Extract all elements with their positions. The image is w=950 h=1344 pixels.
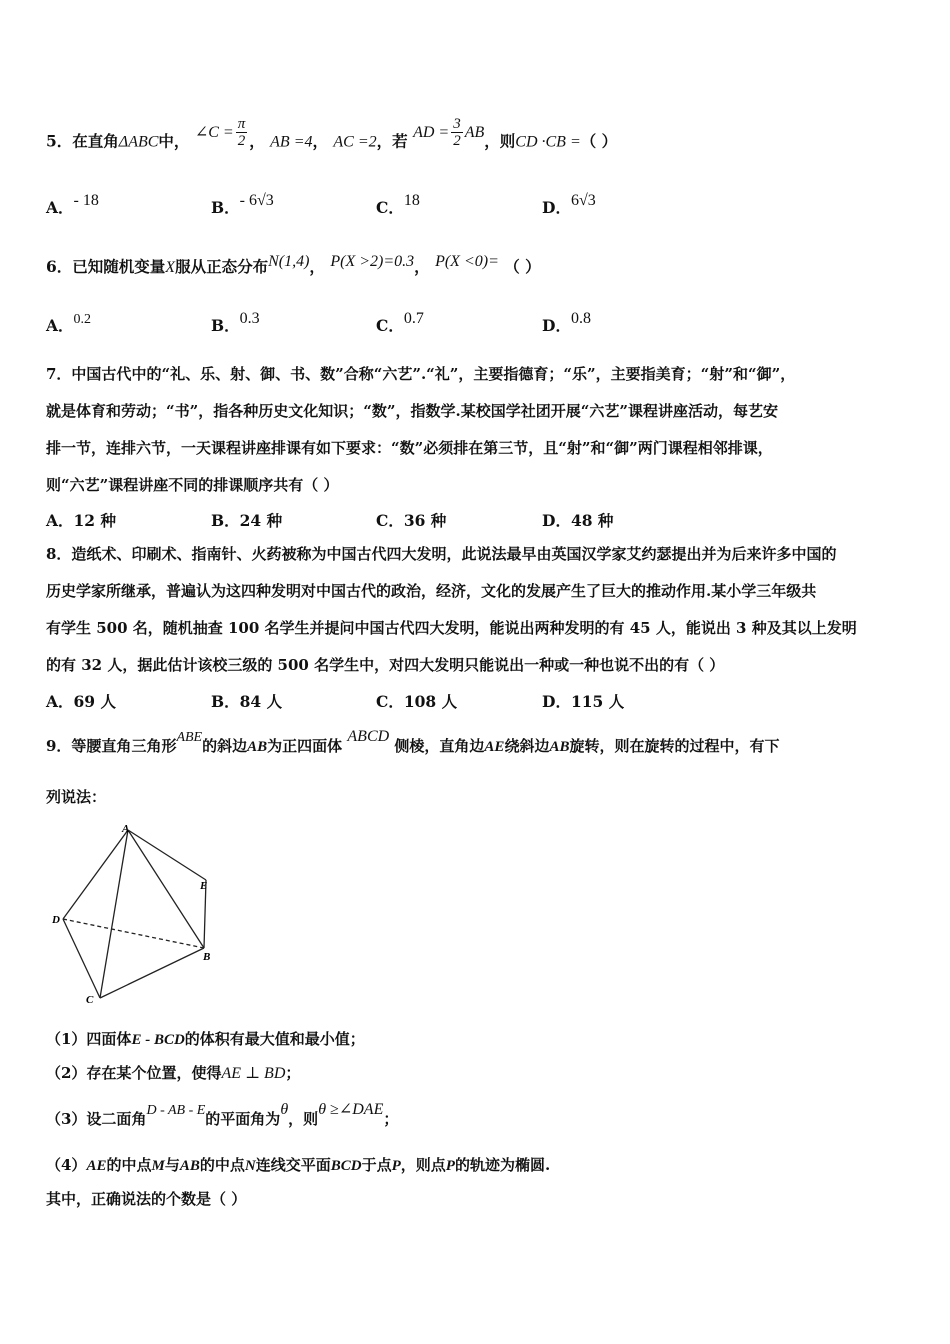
label-a: A bbox=[122, 823, 130, 835]
q8-option-a[interactable]: A．69 人 bbox=[46, 692, 116, 711]
q7-option-d[interactable]: D．48 种 bbox=[542, 511, 614, 530]
q6-option-b[interactable]: B．0.3 bbox=[211, 310, 260, 335]
q8-line-3: 有学生 500 名，随机抽查 100 名学生并提问中国古代四大发明，能说出两种发明的有 45 人，能说出 3 种及其以上发明 bbox=[46, 619, 857, 637]
question-9-stem: 9．等腰直角三角形ABE的斜边AB为正四面体 ABCD 侧棱，直角边AE绕斜边AB旋转，则在旋转的过程中，有下 bbox=[46, 728, 780, 755]
q5-ab: AB =4 bbox=[270, 133, 313, 151]
edge-dc bbox=[63, 919, 100, 998]
q7-line-2: 就是体育和劳动；“书”，指各种历史文化知识；“数”，指数学.某校国学社团开展“六艺”课程讲座活动，每艺安 bbox=[46, 402, 778, 420]
q7-line-1: 7．中国古代中的“礼、乐、射、御、书、数”合称“六艺”.“礼”，主要指德育；“乐”，主要指美育；“射”和“御”， bbox=[46, 365, 796, 383]
label-e: E bbox=[200, 880, 208, 892]
q8-option-b[interactable]: B．84 人 bbox=[211, 692, 283, 711]
tetrahedron-figure bbox=[46, 820, 226, 1010]
q5-prefix: 5．在直角 bbox=[46, 131, 119, 151]
edge-db-hidden bbox=[63, 919, 204, 948]
q9-statement-3: （3）设二面角D - AB - E的平面角为θ，则θ ≥∠DAE； bbox=[46, 1101, 399, 1128]
edge-ac bbox=[100, 830, 128, 998]
q5-ad: AD = bbox=[413, 123, 450, 141]
q5-angle: ∠C = bbox=[194, 123, 234, 141]
q5-pi-over-2: $\frac{\pi}{2}$ bbox=[237, 116, 246, 149]
question-5-stem: 5．在直角ΔABC中， ∠C = $\frac{\pi}{2}$ ， AB =4， AC =2，若 AD = $\frac{3}{2}$ AB，则CD ·CB =（ ） bbox=[46, 116, 618, 151]
q6-option-a[interactable]: A．0.2 bbox=[46, 312, 92, 335]
q5-option-a[interactable]: A．- 18 bbox=[46, 192, 99, 217]
q7-option-a[interactable]: A．12 种 bbox=[46, 511, 116, 530]
q5-triangle: ΔABC bbox=[118, 133, 159, 151]
edge-ad bbox=[63, 830, 128, 919]
q7-line-3: 排一节，连排六节，一天课程讲座排课有如下要求：“数”必须排在第三节，且“射”和“御”两门课程相邻排课， bbox=[46, 439, 773, 457]
edge-cb bbox=[100, 948, 204, 998]
q8-line-4: 的有 32 人，据此估计该校三级的 500 名学生中，对四大发明只能说出一种或一种也说不出的有（ ） bbox=[46, 656, 725, 674]
q5-option-b[interactable]: B．- 6√3 bbox=[211, 192, 274, 217]
q7-line-4: 则“六艺”课程讲座不同的排课顺序共有（ ） bbox=[46, 476, 339, 494]
q9-question: 其中，正确说法的个数是（ ） bbox=[46, 1190, 247, 1208]
q5-option-c[interactable]: C．18 bbox=[376, 192, 420, 217]
question-6-stem: 6．已知随机变量X服从正态分布N(1,4)， P(X >2)=0.3， P(X <0)= （ ） bbox=[46, 253, 541, 276]
q9-statement-2: （2）存在某个位置，使得AE ⊥ BD； bbox=[46, 1064, 301, 1082]
q8-option-d[interactable]: D．115 人 bbox=[542, 692, 625, 711]
q8-option-c[interactable]: C．108 人 bbox=[376, 692, 458, 711]
q5-text: 中， bbox=[158, 131, 190, 151]
q5-ac: AC =2 bbox=[333, 133, 377, 151]
q6-variable: X bbox=[165, 259, 176, 276]
q6-prob-1: P(X >2)=0.3 bbox=[330, 253, 415, 270]
q7-option-c[interactable]: C．36 种 bbox=[376, 511, 447, 530]
label-d: D bbox=[52, 914, 60, 926]
q5-three-halves: $\frac{3}{2}$ bbox=[453, 116, 461, 149]
q9-statement-4: （4）AE的中点M与AB的中点N连线交平面BCD于点P，则点P的轨迹为椭圆. bbox=[46, 1156, 551, 1174]
q8-line-1: 8．造纸术、印刷术、指南针、火药被称为中国古代四大发明，此说法最早由英国汉学家艾约瑟提出并为后来许多中国的 bbox=[46, 545, 837, 563]
label-c: C bbox=[86, 994, 94, 1006]
q6-distribution: N(1,4) bbox=[268, 253, 310, 270]
label-b: B bbox=[203, 951, 211, 963]
q9-line-2: 列说法： bbox=[46, 788, 107, 806]
q6-option-c[interactable]: C．0.7 bbox=[376, 310, 424, 335]
q9-statement-1: （1）四面体E - BCD的体积有最大值和最小值； bbox=[46, 1030, 365, 1048]
q9-triangle: ABE bbox=[176, 730, 203, 745]
q6-option-d[interactable]: D．0.8 bbox=[542, 310, 591, 335]
q8-line-2: 历史学家所继承，普遍认为这四种发明对中国古代的政治，经济，文化的发展产生了巨大的推动作用.某小学三年级共 bbox=[46, 582, 817, 600]
q7-option-b[interactable]: B．24 种 bbox=[211, 511, 283, 530]
edge-ae bbox=[128, 830, 206, 880]
q9-tetrahedron: ABCD bbox=[347, 728, 390, 745]
q6-prob-2: P(X <0)= bbox=[435, 253, 499, 270]
edge-ab bbox=[128, 830, 204, 948]
q5-option-d[interactable]: D．6√3 bbox=[542, 192, 596, 217]
q5-dot-product: CD ·CB = bbox=[515, 133, 581, 151]
